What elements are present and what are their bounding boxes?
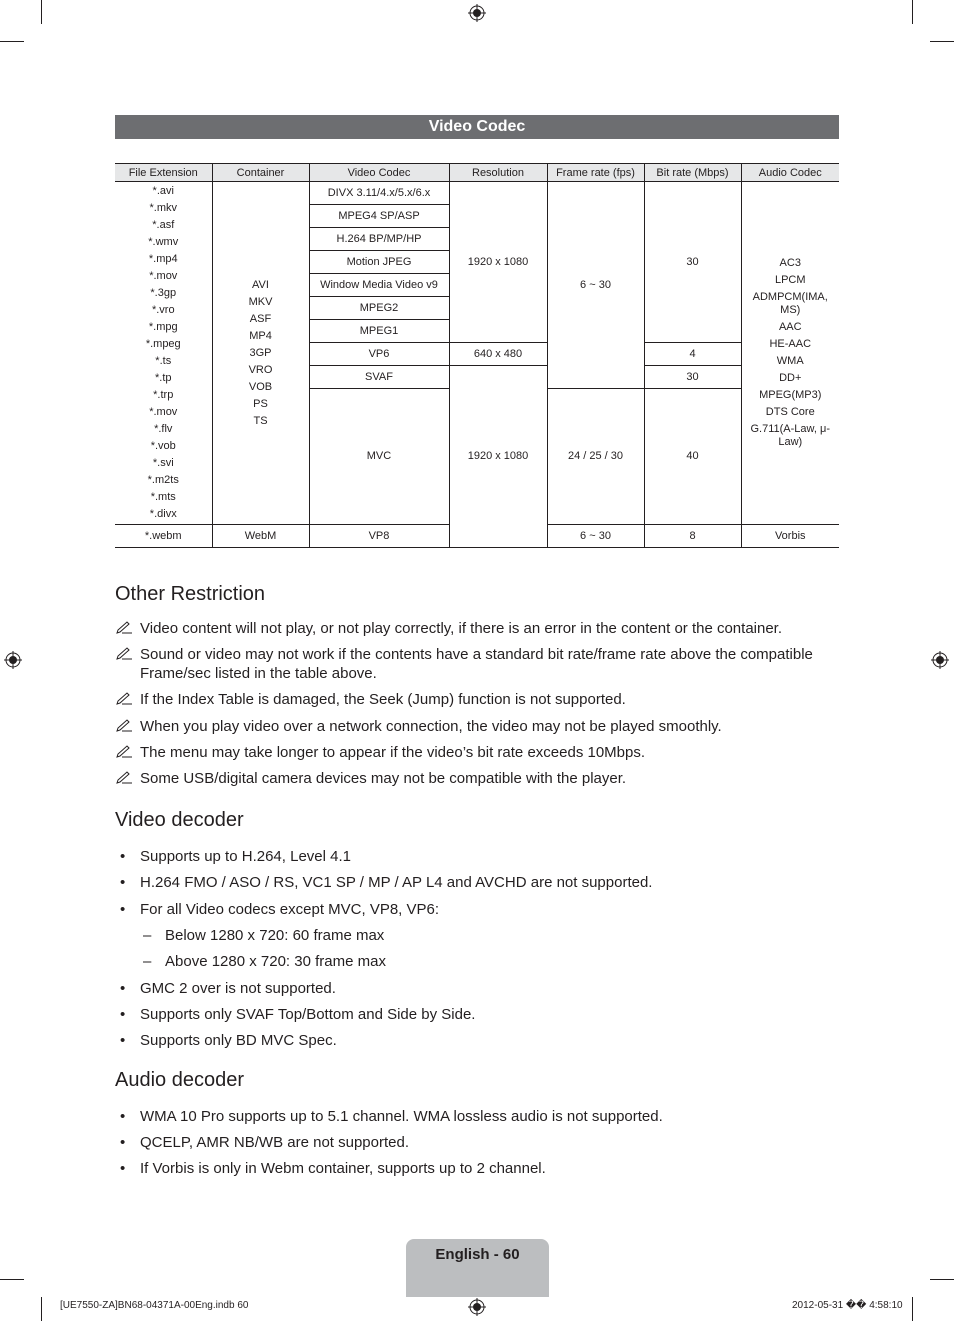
resolution: 640 x 480 bbox=[449, 343, 547, 366]
section-heading: Audio decoder bbox=[115, 1069, 244, 1091]
table-header: Resolution bbox=[449, 164, 547, 182]
file-extension: *.asf bbox=[152, 219, 175, 231]
pencil-note-icon bbox=[115, 719, 133, 733]
file-extension: *.tp bbox=[154, 372, 172, 384]
audio-codec: AC3 bbox=[779, 257, 801, 269]
pencil-note-icon bbox=[115, 692, 133, 706]
container: TS bbox=[253, 414, 268, 427]
print-slug-right: 2012-05-31 �� 4:58:10 bbox=[792, 1300, 903, 1311]
file-extension: *.mov bbox=[149, 270, 178, 282]
file-extension: *.wmv bbox=[148, 236, 179, 248]
file-extension: *.flv bbox=[154, 423, 173, 435]
list-item-text: Supports up to H.264, Level 4.1 bbox=[140, 848, 351, 865]
registration-mark-icon bbox=[468, 4, 486, 22]
file-extension: *.trp bbox=[153, 389, 174, 401]
file-extension: *.vob bbox=[150, 440, 176, 452]
list-item bbox=[115, 1159, 839, 1178]
file-extension: *.mpg bbox=[148, 321, 178, 333]
note-text: Sound or video may not work if the contents have a standard bit rate/frame rate above the compatible Frame/sec listed in the table above. bbox=[140, 646, 813, 682]
audio-codec-cell bbox=[741, 182, 839, 525]
crop-mark bbox=[0, 1279, 24, 1280]
bullet: • bbox=[120, 1032, 126, 1049]
file-extension: *.svi bbox=[152, 457, 174, 469]
note-item bbox=[115, 769, 839, 788]
list-item bbox=[115, 979, 839, 998]
note-text: When you play video over a network connection, the video may not be played smoothly. bbox=[140, 718, 722, 735]
table-header: Bit rate (Mbps) bbox=[644, 164, 741, 182]
bullet: • bbox=[120, 1006, 126, 1023]
bit-rate: 8 bbox=[644, 525, 741, 548]
bullet: • bbox=[120, 980, 126, 997]
sub-list-item-text: Below 1280 x 720: 60 frame max bbox=[165, 927, 385, 944]
dash: – bbox=[143, 927, 152, 944]
bullet: • bbox=[120, 901, 126, 918]
video-codec: MPEG2 bbox=[309, 297, 449, 320]
list-item-text: If Vorbis is only in Webm container, supports up to 2 channel. bbox=[140, 1160, 546, 1177]
video-codec: MPEG1 bbox=[309, 320, 449, 343]
note-item bbox=[115, 645, 839, 683]
container: ASF bbox=[249, 312, 272, 325]
table-header: File Extension bbox=[115, 164, 212, 182]
video-codec: DIVX 3.11/4.x/5.x/6.x bbox=[309, 182, 449, 205]
bullet: • bbox=[120, 848, 126, 865]
page-number: English - 60 bbox=[406, 1239, 549, 1297]
file-extension: *.mp4 bbox=[148, 253, 178, 265]
container: VRO bbox=[248, 363, 273, 376]
video-codec: Window Media Video v9 bbox=[309, 274, 449, 297]
registration-mark-icon bbox=[4, 651, 22, 669]
list-item-text: GMC 2 over is not supported. bbox=[140, 980, 336, 997]
video-codec: VP6 bbox=[309, 343, 449, 366]
file-extension: *.mkv bbox=[149, 202, 177, 214]
list-item bbox=[115, 1107, 839, 1126]
frame-rate: 6 ~ 30 bbox=[547, 525, 644, 548]
audio-codec: Vorbis bbox=[741, 525, 839, 548]
audio-codec: HE-AAC bbox=[769, 338, 812, 350]
audio-codec: DTS Core bbox=[765, 406, 815, 418]
video-codec: VP8 bbox=[309, 525, 449, 548]
video-codec: H.264 BP/MP/HP bbox=[309, 228, 449, 251]
list-item-text: Supports only SVAF Top/Bottom and Side by Side. bbox=[140, 1006, 476, 1023]
container: VOB bbox=[248, 380, 273, 393]
bullet: • bbox=[120, 1134, 126, 1151]
crop-mark bbox=[41, 0, 42, 24]
list-item-text: Supports only BD MVC Spec. bbox=[140, 1032, 337, 1049]
note-item bbox=[115, 743, 839, 762]
file-extension: *.mpeg bbox=[145, 338, 181, 350]
list-item bbox=[115, 847, 839, 866]
resolution: 1920 x 1080 bbox=[449, 366, 547, 548]
video-codec: SVAF bbox=[309, 366, 449, 389]
bullet: • bbox=[120, 874, 126, 891]
pencil-note-icon bbox=[115, 621, 133, 635]
container: PS bbox=[253, 397, 268, 410]
pencil-note-icon bbox=[115, 771, 133, 785]
note-item bbox=[115, 690, 839, 709]
print-slug-left: [UE7550-ZA]BN68-04371A-00Eng.indb 60 bbox=[60, 1300, 249, 1311]
table-header: Container bbox=[212, 164, 309, 182]
crop-mark bbox=[0, 41, 24, 42]
bit-rate: 30 bbox=[644, 366, 741, 389]
pencil-note-icon bbox=[115, 647, 133, 661]
crop-mark bbox=[912, 1297, 913, 1321]
audio-codec: MPEG(MP3) bbox=[759, 389, 822, 401]
video-codec: MPEG4 SP/ASP bbox=[309, 205, 449, 228]
file-extension-cell bbox=[115, 182, 212, 525]
file-extension: *.ts bbox=[155, 355, 172, 367]
list-item bbox=[115, 873, 839, 892]
list-item-text: WMA 10 Pro supports up to 5.1 channel. WMA lossless audio is not supported. bbox=[140, 1108, 663, 1125]
sub-list-item bbox=[140, 926, 384, 945]
file-extension: *.mts bbox=[150, 491, 176, 503]
note-text: Some USB/digital camera devices may not be compatible with the player. bbox=[140, 770, 627, 787]
section-banner: Video Codec bbox=[115, 115, 839, 139]
audio-codec: WMA bbox=[776, 355, 804, 367]
sub-list-item-text: Above 1280 x 720: 30 frame max bbox=[165, 953, 386, 970]
list-item bbox=[115, 1005, 839, 1024]
table-header: Video Codec bbox=[309, 164, 449, 182]
file-extension: *.mov bbox=[149, 406, 178, 418]
dash: – bbox=[143, 953, 152, 970]
container: AVI bbox=[252, 278, 269, 291]
list-item-text: For all Video codecs except MVC, VP8, VP6: bbox=[140, 901, 440, 918]
crop-mark bbox=[930, 41, 954, 42]
table-header: Frame rate (fps) bbox=[547, 164, 644, 182]
bit-rate: 4 bbox=[644, 343, 741, 366]
list-item-text: H.264 FMO / ASO / RS, VC1 SP / MP / AP L4 and AVCHD are not supported. bbox=[140, 874, 653, 891]
crop-mark bbox=[930, 1279, 954, 1280]
bullet: • bbox=[120, 1160, 126, 1177]
crop-mark bbox=[41, 1297, 42, 1321]
frame-rate: 24 / 25 / 30 bbox=[547, 389, 644, 525]
file-extension: *.divx bbox=[149, 508, 177, 520]
bit-rate: 30 bbox=[644, 182, 741, 343]
frame-rate: 6 ~ 30 bbox=[547, 182, 644, 389]
list-item bbox=[115, 900, 839, 919]
pencil-note-icon bbox=[115, 745, 133, 759]
video-codec: MVC bbox=[309, 389, 449, 525]
registration-mark-icon bbox=[931, 651, 949, 669]
list-item bbox=[115, 1031, 839, 1050]
audio-codec: AAC bbox=[778, 321, 802, 333]
note-text: Video content will not play, or not play correctly, if there is an error in the content or the container. bbox=[140, 620, 783, 637]
audio-codec: DD+ bbox=[779, 372, 802, 384]
resolution: 1920 x 1080 bbox=[449, 182, 547, 343]
table-header: Audio Codec bbox=[741, 164, 839, 182]
bullet: • bbox=[120, 1108, 126, 1125]
note-item bbox=[115, 619, 839, 638]
audio-codec: G.711(A-Law, μ-Law) bbox=[750, 423, 830, 448]
list-item-text: QCELP, AMR NB/WB are not supported. bbox=[140, 1134, 410, 1151]
video-codec-table bbox=[115, 163, 839, 548]
list-item bbox=[115, 1133, 839, 1152]
file-extension: *.webm bbox=[115, 525, 212, 548]
file-extension: *.avi bbox=[152, 185, 174, 197]
video-codec: Motion JPEG bbox=[309, 251, 449, 274]
note-text: If the Index Table is damaged, the Seek (Jump) function is not supported. bbox=[140, 691, 626, 708]
container: MKV bbox=[248, 295, 273, 308]
file-extension: *.vro bbox=[151, 304, 175, 316]
note-item bbox=[115, 717, 839, 736]
registration-mark-icon bbox=[468, 1298, 486, 1316]
section-heading: Other Restriction bbox=[115, 583, 266, 605]
container: WebM bbox=[212, 525, 309, 548]
sub-list-item bbox=[140, 952, 386, 971]
audio-codec: ADMPCM(IMA, MS) bbox=[752, 291, 828, 316]
container-cell bbox=[212, 182, 309, 525]
container: MP4 bbox=[249, 329, 272, 342]
bit-rate: 40 bbox=[644, 389, 741, 525]
note-text: The menu may take longer to appear if the video’s bit rate exceeds 10Mbps. bbox=[140, 744, 646, 761]
section-heading: Video decoder bbox=[115, 809, 244, 831]
file-extension: *.3gp bbox=[150, 287, 177, 299]
crop-mark bbox=[912, 0, 913, 24]
file-extension: *.m2ts bbox=[147, 474, 179, 486]
audio-codec: LPCM bbox=[774, 274, 806, 286]
container: 3GP bbox=[249, 346, 272, 359]
